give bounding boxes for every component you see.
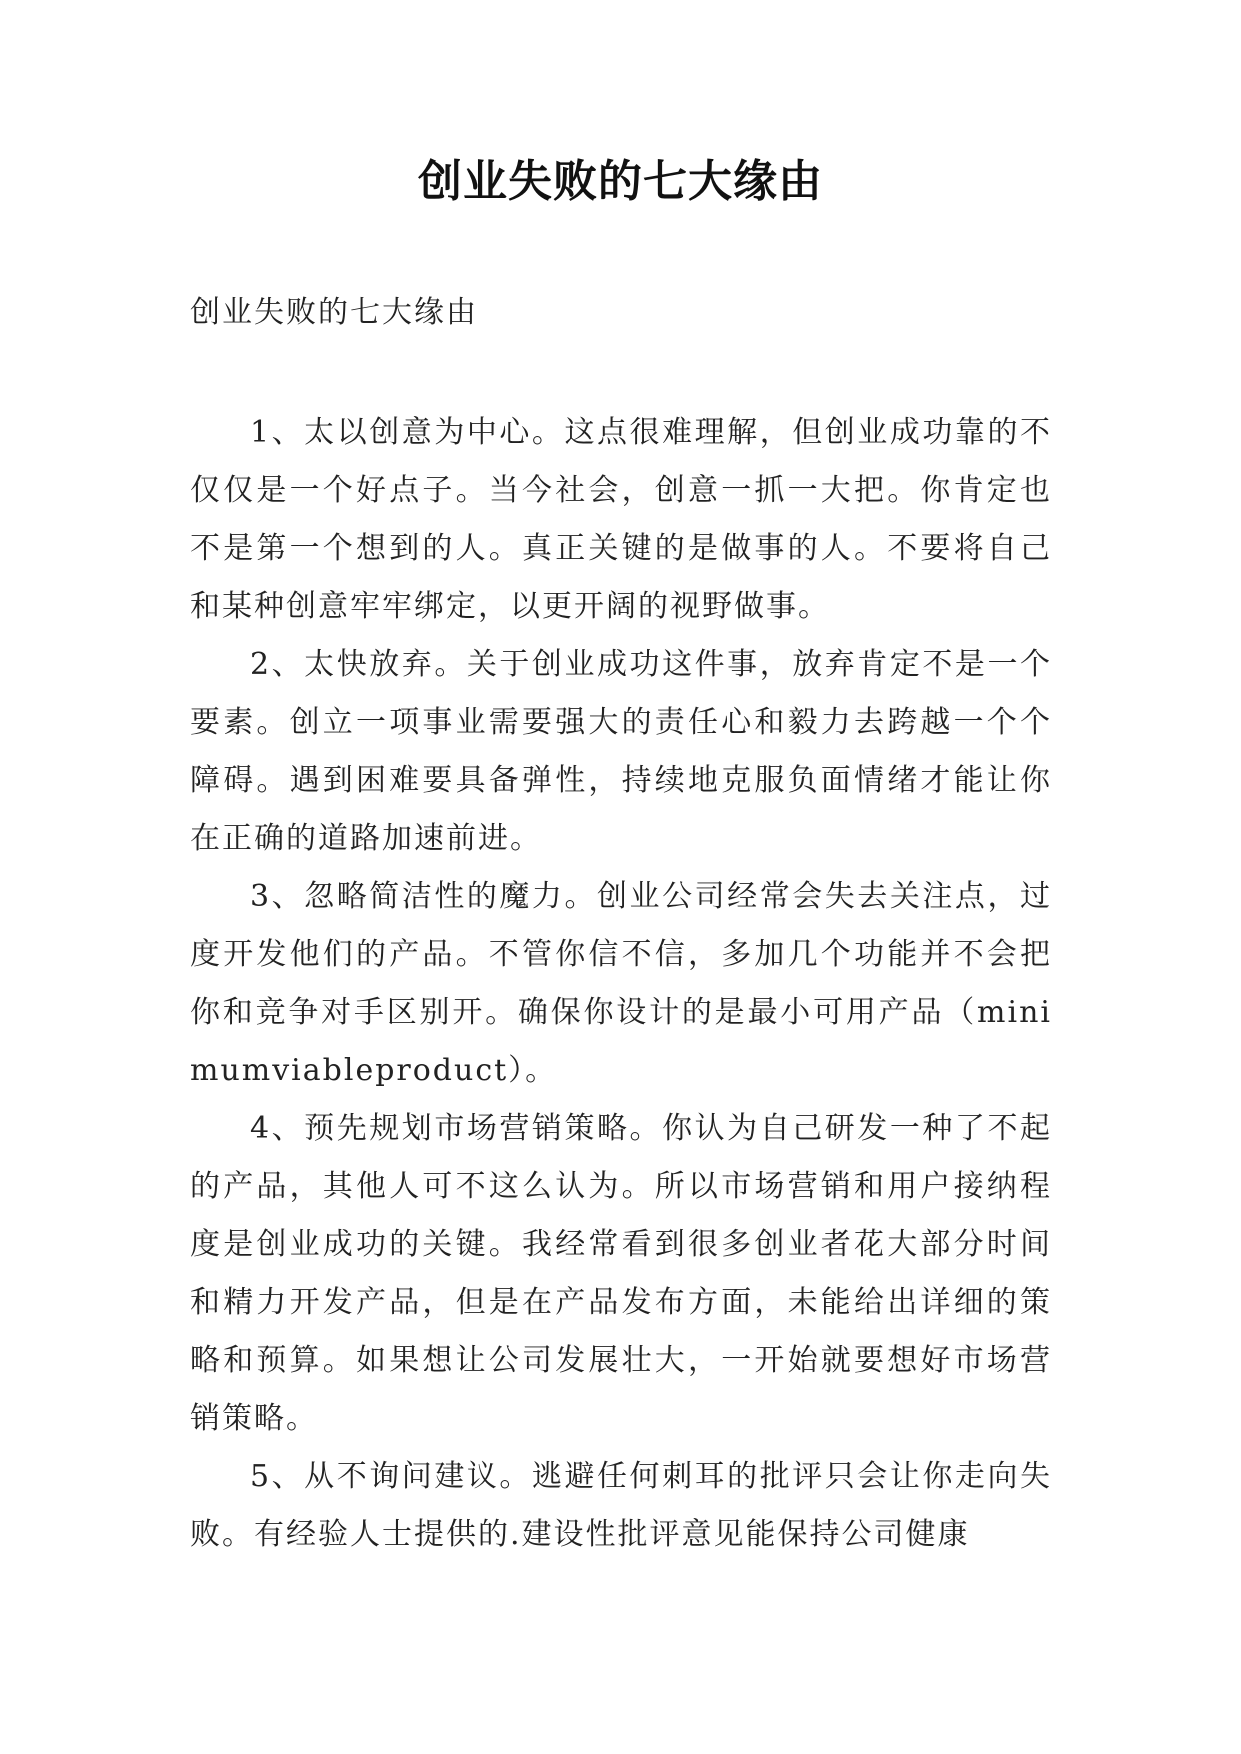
paragraph-4: 4、预先规划市场营销策略。你认为自己研发一种了不起的产品，其他人可不这么认为。所以市场营销和用户接纳程度是创业成功的关键。我经常看到很多创业者花大部分时间和精力开发产品，但是在产品发布方面，未能给出详细的策略和预算。如果想让公司发展壮大，一开始就要想好市场营销策略。 bbox=[190, 1111, 1052, 1436]
document-body bbox=[190, 404, 1052, 1564]
document-title: 创业失败的七大缘由 bbox=[418, 156, 823, 207]
paragraph-5: 5、从不询问建议。逃避任何刺耳的批评只会让你走向失败。有经验人士提供的.建设性批评意见能保持公司健康 bbox=[190, 1459, 1052, 1552]
document-subtitle: 创业失败的七大缘由 bbox=[190, 295, 478, 330]
paragraph-2: 2、太快放弃。关于创业成功这件事，放弃肯定不是一个要素。创立一项事业需要强大的责任心和毅力去跨越一个个障碍。遇到困难要具备弹性，持续地克服负面情绪才能让你在正确的道路加速前进。 bbox=[190, 647, 1052, 856]
paragraph-1: 1、太以创意为中心。这点很难理解，但创业成功靠的不仅仅是一个好点子。当今社会，创意一抓一大把。你肯定也不是第一个想到的人。真正关键的是做事的人。不要将自己和某种创意牢牢绑定，以更开阔的视野做事。 bbox=[190, 415, 1052, 624]
paragraph-3: 3、忽略简洁性的魔力。创业公司经常会失去关注点，过度开发他们的产品。不管你信不信，多加几个功能并不会把你和竞争对手区别开。确保你设计的是最小可用产品（minimumviableproduct）。 bbox=[190, 879, 1052, 1088]
